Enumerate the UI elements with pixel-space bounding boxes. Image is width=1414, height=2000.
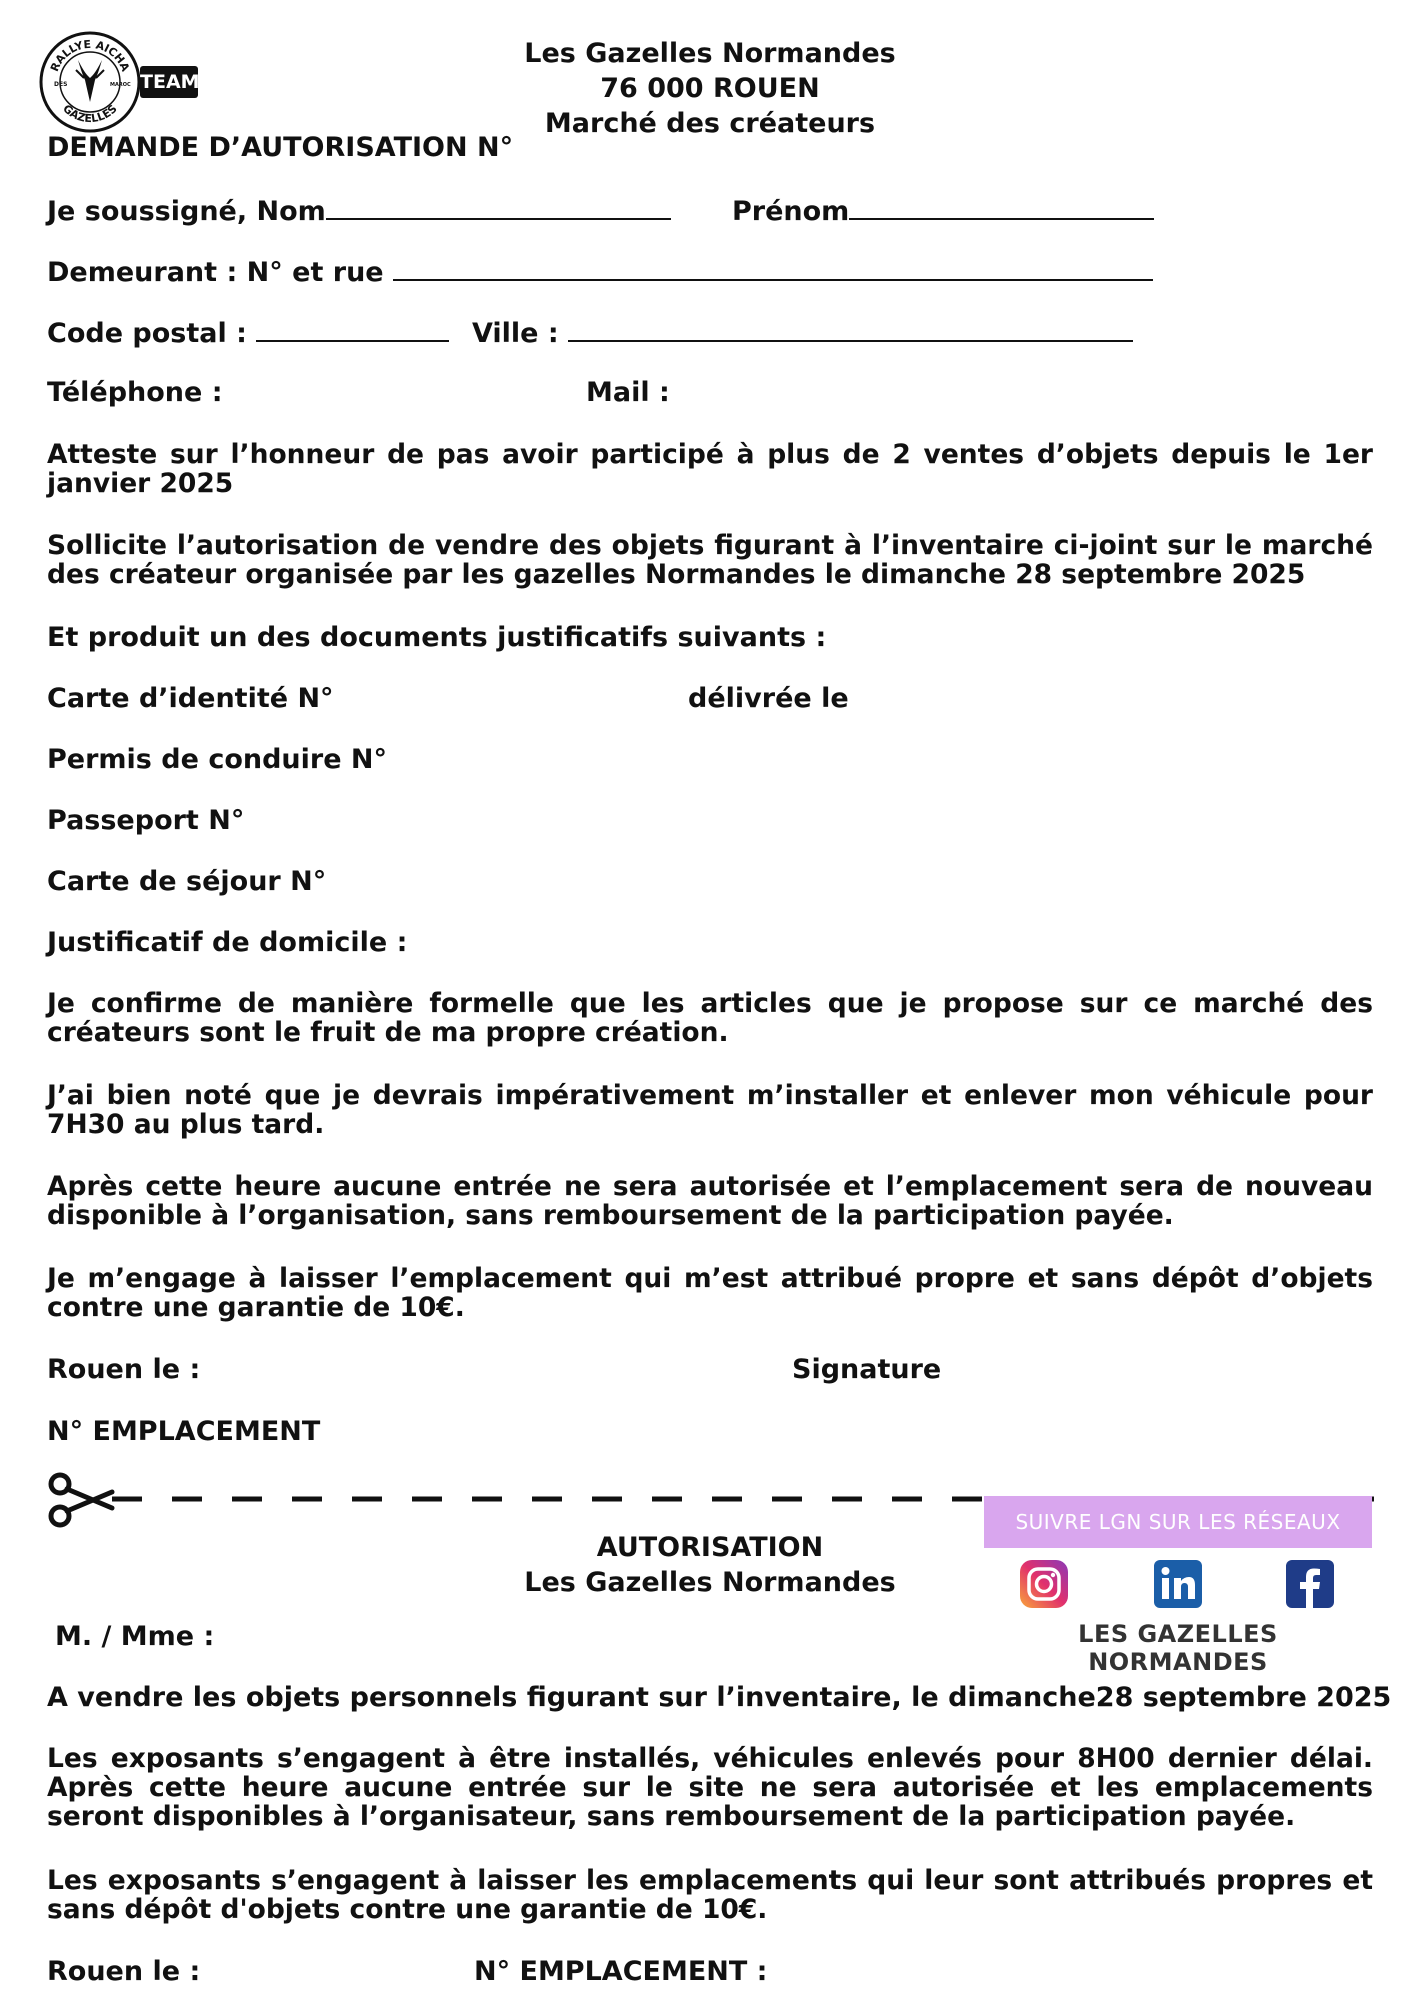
paragraph-confirme: Je confirme de manière formelle que les articles que je propose sur ce marché des créateurs sont le fruit de ma propre création. (47, 988, 1373, 1048)
emplacement-label: N° EMPLACEMENT (47, 1416, 321, 1447)
header-city: 76 000 ROUEN (600, 73, 820, 104)
cp-blank[interactable] (256, 316, 449, 342)
mail-label: Mail : (586, 377, 670, 408)
sejour-label: Carte de séjour N° (47, 866, 327, 897)
rallye-logo (38, 30, 142, 138)
adresse-field[interactable] (47, 255, 1153, 289)
nom-label: Je soussigné, Nom (47, 196, 326, 227)
paragraph-exposants-2: Les exposants s’engagent à laisser les emplacements qui leur sont attribués propres et sans dépôt d'objets contre une garantie de 10€. (47, 1865, 1373, 1925)
coupon-title: AUTORISATION (596, 1532, 824, 1563)
rouen-label: Rouen le : (47, 1354, 201, 1385)
paragraph-note: J’ai bien noté que je devrais impérativement m’installer et enlever mon véhicule pour 7H30 au plus tard. (47, 1080, 1373, 1140)
cni-label: Carte d’identité N° (47, 683, 334, 714)
cp-label: Code postal : (47, 318, 247, 349)
social-banner[interactable]: SUIVRE LGN SUR LES RÉSEAUX (984, 1496, 1372, 1548)
nom-field[interactable] (47, 194, 671, 228)
paragraph-sollicite: Sollicite l’autorisation de vendre des objets figurant à l’inventaire ci-joint sur le marché des créateur organisée par les gazelles Normandes le dimanche 28 septembre 2025 (47, 530, 1373, 590)
logo-left-text: DES (54, 81, 68, 88)
instagram-icon[interactable] (1018, 1558, 1070, 1610)
coupon-org: Les Gazelles Normandes (524, 1567, 896, 1598)
paragraph-atteste: Atteste sur l’honneur de pas avoir participé à plus de 2 ventes d’objets depuis le 1er janvier 2025 (47, 439, 1373, 499)
prenom-blank[interactable] (849, 194, 1154, 220)
paragraph-vendre: A vendre les objets personnels figurant sur l’inventaire, le dimanche28 septembre 2025 (47, 1682, 1392, 1713)
mme-label: M. / Mme : (55, 1621, 215, 1652)
header-event: Marché des créateurs (544, 108, 876, 139)
prenom-label: Prénom (732, 196, 850, 227)
docs-label: Et produit un des documents justificatifs suivants : (47, 622, 827, 653)
cp-field[interactable] (47, 316, 449, 350)
ville-field[interactable] (472, 316, 1133, 350)
facebook-icon[interactable] (1284, 1558, 1336, 1610)
team-badge: TEAM (140, 66, 198, 98)
delivree-label: délivrée le (688, 683, 849, 714)
paragraph-exposants-1: Les exposants s’engagent à être installés, véhicules enlevés pour 8H00 dernier délai. Après cette heure aucune entrée sur le site ne sera autorisée et les emplacements seront disponibles à l’organisateur, sans remboursement de la participation payée. (47, 1743, 1373, 1832)
header-org: Les Gazelles Normandes (524, 38, 896, 69)
logo-right-text: MAROC (110, 82, 131, 88)
domicile-label: Justificatif de domicile : (47, 927, 408, 958)
scissors-icon (46, 1470, 116, 1534)
coupon-emplacement-label: N° EMPLACEMENT : (474, 1956, 768, 1987)
gazelle-emblem-icon (38, 30, 142, 134)
prenom-field[interactable] (732, 194, 1154, 228)
paragraph-engage: Je m’engage à laisser l’emplacement qui m’est attribué propre et sans dépôt d’objets contre une garantie de 10€. (47, 1263, 1373, 1323)
ville-label: Ville : (472, 318, 559, 349)
nom-blank[interactable] (326, 194, 671, 220)
logo-top-text: RALLYE AICHA (47, 37, 133, 74)
signature-label: Signature (792, 1354, 942, 1385)
brand-name: LES GAZELLES NORMANDES (1078, 1620, 1278, 1676)
form-title: DEMANDE D’AUTORISATION N° (47, 132, 514, 163)
coupon-rouen-label: Rouen le : (47, 1956, 201, 1987)
paragraph-apres: Après cette heure aucune entrée ne sera autorisée et l’emplacement sera de nouveau disponible à l’organisation, sans remboursement de la participation payée. (47, 1171, 1373, 1231)
tel-label: Téléphone : (47, 377, 223, 408)
passeport-label: Passeport N° (47, 805, 245, 836)
logo-bottom-text: GAZELLES (60, 102, 120, 126)
permis-label: Permis de conduire N° (47, 744, 388, 775)
linkedin-icon[interactable] (1152, 1558, 1204, 1610)
adresse-label: Demeurant : N° et rue (47, 257, 384, 288)
ville-blank[interactable] (568, 316, 1133, 342)
adresse-blank[interactable] (393, 255, 1153, 281)
